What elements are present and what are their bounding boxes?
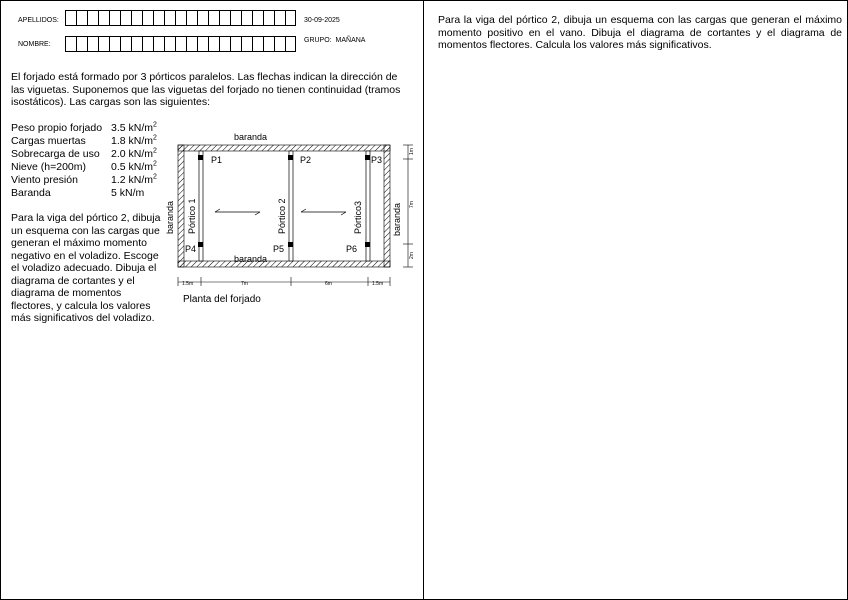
load-row: Baranda 5 kN/m (11, 187, 145, 199)
load-row: Sobrecarga de uso 2.0 $kN/m^2$ (11, 147, 157, 160)
grupo-label: GRUPO: (304, 37, 332, 44)
pillar-label-p5: P5 (273, 244, 285, 254)
load-row: Viento presión 1.2 $kN/m^2$ (11, 173, 157, 186)
pillar-p5 (288, 242, 293, 247)
intro-text: El forjado está formado por 3 pórticos paralelos. Las flechas indican la dirección de las viguetas. Suponemos que las viguetas del forjado no tienen continuidad (tramos isostáticos). Las cargas son las siguientes: (11, 71, 401, 108)
railing-right (384, 145, 390, 267)
baranda-right-label: baranda (392, 202, 402, 236)
bottom-dimension-line (178, 277, 390, 286)
joist-direction-arrow-2 (301, 209, 346, 215)
apellidos-boxes[interactable] (65, 10, 296, 26)
dim-right-2: 7m (409, 201, 415, 208)
railing-bottom (178, 261, 390, 267)
nombre-label: NOMBRE: (18, 41, 51, 48)
load-row: Nieve (h=200m) 0.5 $kN/m^2$ (11, 160, 157, 173)
portico-label-1: Pórtico 1 (187, 198, 197, 234)
task-right: Para la viga del pórtico 2, dibuja un esquema con las cargas que generan el máximo momento positivo en el vano. Dibuja el diagrama de cortantes y el diagrama de momentos flectores. Calcula los valores más significativos. (438, 14, 842, 51)
plan-caption: Planta del forjado (183, 294, 261, 305)
exam-date: 30-09-2025 (304, 17, 340, 24)
loads-list (11, 122, 157, 200)
grupo (304, 37, 365, 44)
railing-top (178, 145, 390, 151)
dim-bottom-3: 6m (325, 281, 332, 287)
grupo-value: MAÑANA (335, 37, 366, 44)
portico-label-3: Pórtico3 (353, 200, 363, 234)
baranda-left-label: baranda (165, 200, 175, 234)
task-left: Para la viga del pórtico 2, dibuja un esquema con las cargas que generan el máximo momento negativo en el voladizo. Escoge el voladizo adecuado. Dibuja el diagrama de cortantes y el diagrama de momentos flectores, y calcula los valores más significativos del voladizo. (11, 212, 161, 324)
pillar-label-p3: P3 (371, 155, 383, 165)
pillar-p3 (365, 155, 370, 160)
baranda-top-label: baranda (234, 132, 268, 142)
baranda-bottom-label: baranda (234, 254, 268, 264)
pillar-label-p4: P4 (185, 244, 197, 254)
portico-label-2: Pórtico 2 (277, 198, 287, 234)
joist-direction-arrow-1 (215, 209, 260, 215)
dim-right-1: 1m (409, 148, 415, 155)
load-row: Peso propio forjado 3.5 $kN/m^2$ (11, 121, 157, 134)
load-row: Cargas muertas 1.8 $kN/m^2$ (11, 134, 157, 147)
floor-plan (160, 128, 422, 308)
nombre-boxes[interactable] (65, 36, 296, 52)
pillar-p6 (365, 242, 370, 247)
pillar-label-p1: P1 (211, 155, 223, 165)
dim-right-3: 2m (409, 252, 415, 259)
dim-bottom-1: 1.5m (182, 281, 194, 287)
railing-left (178, 145, 184, 267)
pillar-label-p6: P6 (346, 244, 358, 254)
page-divider (423, 0, 424, 600)
pillar-label-p2: P2 (300, 155, 312, 165)
pillar-p4 (198, 242, 203, 247)
apellidos-label: APELLIDOS: (18, 17, 59, 24)
dim-bottom-4: 1.5m (372, 281, 384, 287)
pillar-p2 (288, 155, 293, 160)
pillar-p1 (198, 155, 203, 160)
dim-bottom-2: 7m (241, 281, 248, 287)
